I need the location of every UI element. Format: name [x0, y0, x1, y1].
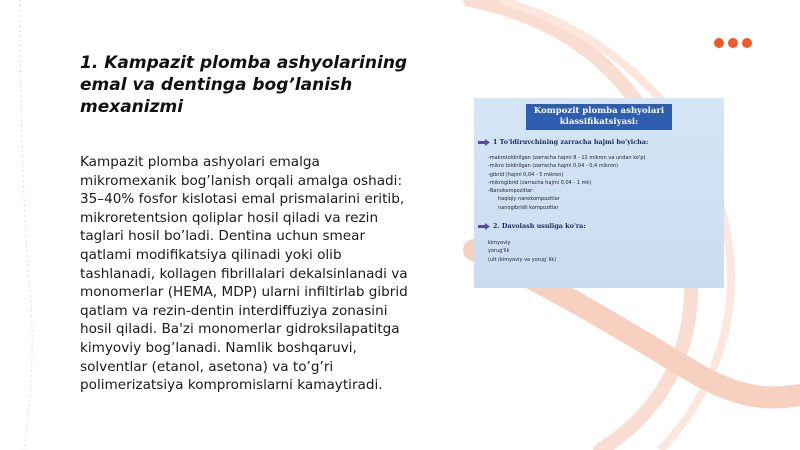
section-2-heading [478, 222, 586, 230]
section-1-title: 1 To'ldiruvchining zarracha hajmi bo'yicha: [493, 138, 649, 146]
dot-1 [714, 38, 724, 48]
list-item: -mikrogibrid (zarracha hajmi 0,04 - 1 mk) [488, 179, 592, 186]
section-1-list [488, 154, 645, 212]
section-1-heading [478, 138, 648, 146]
list-item: -Nanokompozitlar: [488, 188, 534, 195]
decor-dots-icon [714, 38, 752, 48]
slide-title: 1. Kampazit plomba ashyolarining emal va dentinga bog’lanish mexanizmi [80, 53, 408, 117]
list-subitem: haqiqiy nanokompozitlar [498, 196, 560, 203]
list-subitem: nanogibridli kompozitlar [498, 204, 559, 211]
classification-image [474, 98, 724, 288]
list-item: -mikro toldirilgan (zarracha hajmi 0,04 - 0,4 mikron) [488, 163, 619, 170]
list-item: kimyoviy [488, 240, 511, 246]
dot-2 [728, 38, 738, 48]
list-item: yorug'lik [488, 248, 510, 255]
section-2-list [488, 239, 556, 264]
arrow-right-icon [478, 139, 490, 146]
list-item: -gibrid (hajmi 0,04 - 5 mikron) [488, 171, 564, 178]
slide-body-text: Kampazit plomba ashyolari emalga mikromexanik bog’lanish orqali amalga oshadi: 35–40% fosfor kislotasi emal prismalarini eritib, mikroretentsion qoliplar hosil qiladi va rezin taglari hosil bo’ladi. Dentina uchun smear qatlami modifikatsiya qilinadi yoki olib tashlanadi, kollagen fibrillalari dekalsinlanadi va monomerlar (HEMA, MDP) ularni infiltirlab gibrid qatlam va rezin-dentin interdiffuziya zonasini hosil qiladi. Ba'zi monomerlar gidroksilapatitga kimyoviy bog’lanadi. Namlik boshqaruvi, solventlar (etanol, asetona) va to’g’ri polimerizatsiya kompromislarni kamaytiradi. [80, 154, 408, 394]
classification-header: Kompozit plomba ashyolari klassifikatsiyasi: [526, 104, 672, 130]
list-item: -makrotoldirilgan (zarracha hajmi 8 - 12 mikron va undan ko'p) [488, 155, 646, 161]
section-2-title: 2. Davolash usuliga ko'ra: [493, 222, 586, 230]
list-item: (ult (kimyoviy va yorug`lik) [488, 256, 557, 263]
dot-3 [742, 38, 752, 48]
decor-dotted-line [20, 0, 32, 450]
arrow-right-icon [478, 223, 490, 230]
